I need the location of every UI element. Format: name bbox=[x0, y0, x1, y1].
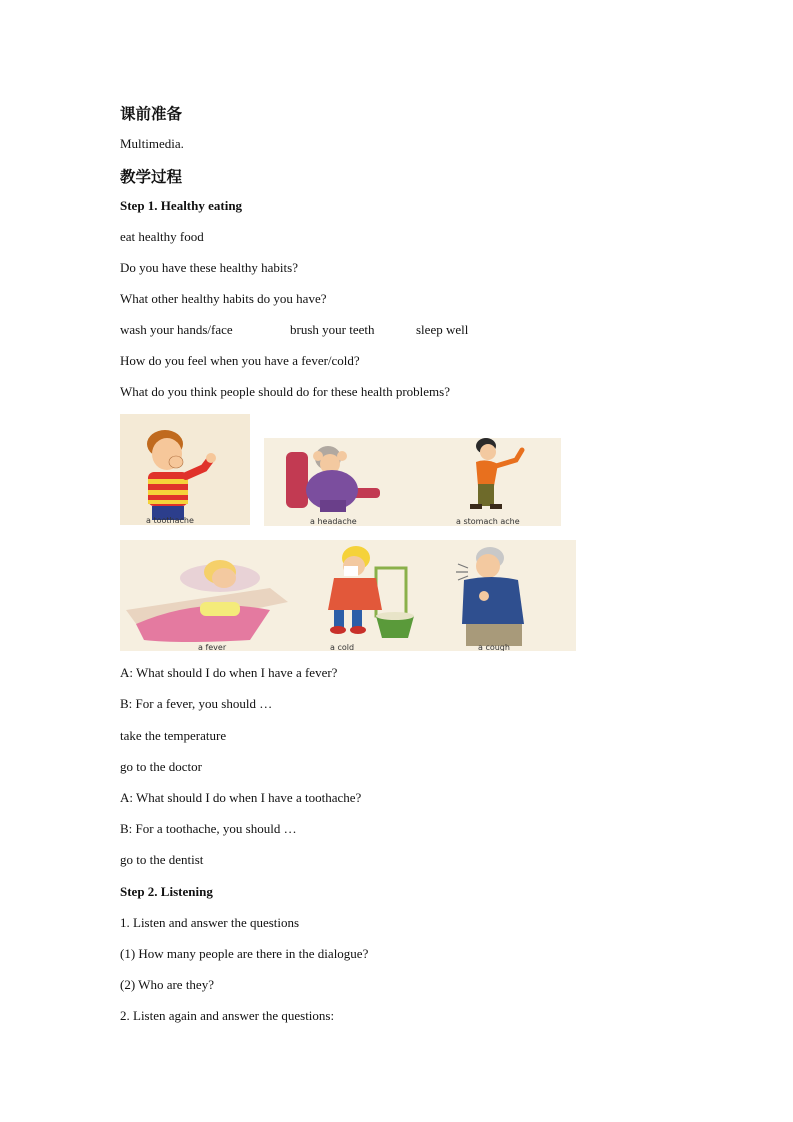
habits-line bbox=[120, 322, 468, 338]
headache-caption: a headache bbox=[310, 517, 357, 526]
dialogue-line-6: B: For a toothache, you should … bbox=[120, 821, 297, 836]
dialogue-line-2: B: For a fever, you should … bbox=[120, 696, 273, 711]
heading-step1: Step 1. Healthy eating bbox=[120, 198, 243, 213]
dialogue-line-7: go to the dentist bbox=[120, 852, 204, 867]
cough-caption: a cough bbox=[478, 643, 510, 651]
prep-text: Multimedia. bbox=[120, 136, 184, 151]
dialogue-line-3: take the temperature bbox=[120, 728, 227, 743]
dialogue-line-1: A: What should I do when I have a fever? bbox=[120, 665, 338, 680]
habit-sleep: sleep well bbox=[416, 322, 469, 337]
step2-line-2: (1) How many people are there in the dialogue? bbox=[120, 946, 369, 961]
fever-cold-cough-picture bbox=[120, 540, 576, 651]
dialogue-line-4: go to the doctor bbox=[120, 759, 202, 774]
step1-line-1: eat healthy food bbox=[120, 229, 204, 244]
heading-prep: 课前准备 bbox=[120, 105, 183, 123]
cold-caption: a cold bbox=[330, 643, 355, 651]
habit-wash: wash your hands/face bbox=[120, 322, 233, 337]
question-problems: What do you think people should do for these health problems? bbox=[120, 384, 450, 399]
stomachache-caption: a stomach ache bbox=[456, 517, 520, 526]
step2-line-1: 1. Listen and answer the questions bbox=[120, 915, 300, 930]
toothache-caption: a toothache bbox=[146, 516, 194, 525]
fever-caption: a fever bbox=[198, 643, 227, 651]
heading-process: 教学过程 bbox=[120, 168, 183, 186]
step1-line-3: What other healthy habits do you have? bbox=[120, 291, 327, 306]
step1-line-2: Do you have these healthy habits? bbox=[120, 260, 298, 275]
habit-brush: brush your teeth bbox=[290, 322, 375, 337]
dialogue-line-5: A: What should I do when I have a toothache? bbox=[120, 790, 362, 805]
step2-line-3: (2) Who are they? bbox=[120, 977, 214, 992]
toothache-picture bbox=[120, 414, 250, 525]
step2-line-4: 2. Listen again and answer the questions: bbox=[120, 1008, 335, 1023]
headache-stomachache-picture bbox=[264, 438, 561, 526]
heading-step2: Step 2. Listening bbox=[120, 884, 213, 899]
question-feel: How do you feel when you have a fever/cold? bbox=[120, 353, 360, 368]
